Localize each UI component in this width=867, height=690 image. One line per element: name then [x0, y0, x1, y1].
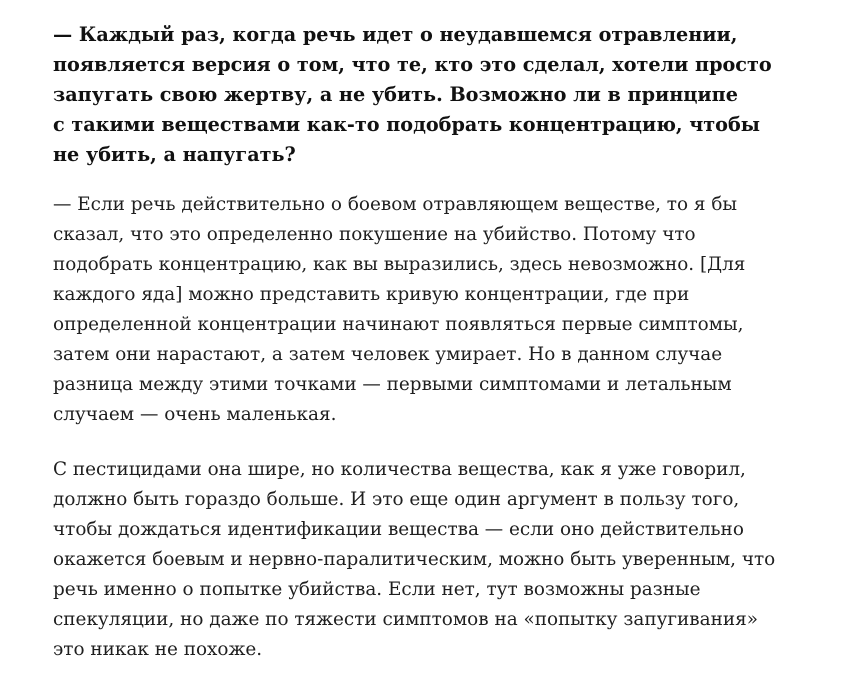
question-line: с такими веществами как-то подобрать концентрацию, чтобы — [53, 113, 760, 136]
interview-question — [53, 20, 813, 170]
answer-line: это никак не похоже. — [53, 639, 263, 660]
question-line: — Каждый раз, когда речь идет о неудавшемся отравлении, — [53, 23, 738, 46]
question-line: появляется версия о том, что те, кто это сделал, хотели просто — [53, 53, 772, 76]
answer-line: окажется боевым и нервно-паралитическим, можно быть уверенным, что — [53, 549, 776, 570]
answer-line: сказал, что это определенно покушение на убийство. Потому что — [53, 224, 696, 245]
answer-line: — Если речь действительно о боевом отравляющем веществе, то я бы — [53, 194, 738, 215]
answer-line: С пестицидами она шире, но количества вещества, как я уже говорил, — [53, 459, 746, 480]
answer-line: должно быть гораздо больше. И это еще один аргумент в пользу того, — [53, 489, 740, 510]
answer-line: каждого яда] можно представить кривую концентрации, где при — [53, 284, 690, 305]
answer-line: подобрать концентрацию, как вы выразились, здесь невозможно. [Для — [53, 254, 746, 275]
interview-answer-paragraph-1 — [53, 190, 813, 430]
answer-line: чтобы дождаться идентификации вещества — если оно действительно — [53, 519, 744, 540]
answer-line: определенной концентрации начинают появляться первые симптомы, — [53, 314, 744, 335]
question-line: запугать свою жертву, а не убить. Возможно ли в принципе — [53, 83, 738, 106]
answer-line: разница между этими точками — первыми симптомами и летальным — [53, 374, 732, 395]
article-body — [53, 20, 813, 690]
interview-answer-paragraph-2 — [53, 455, 813, 665]
question-line: не убить, а напугать? — [53, 143, 296, 166]
answer-line: случаем — очень маленькая. — [53, 404, 337, 425]
answer-line: затем они нарастают, а затем человек умирает. Но в данном случае — [53, 344, 723, 365]
answer-line: спекуляции, но даже по тяжести симптомов на «попытку запугивания» — [53, 609, 758, 630]
answer-line: речь именно о попытке убийства. Если нет, тут возможны разные — [53, 579, 701, 600]
